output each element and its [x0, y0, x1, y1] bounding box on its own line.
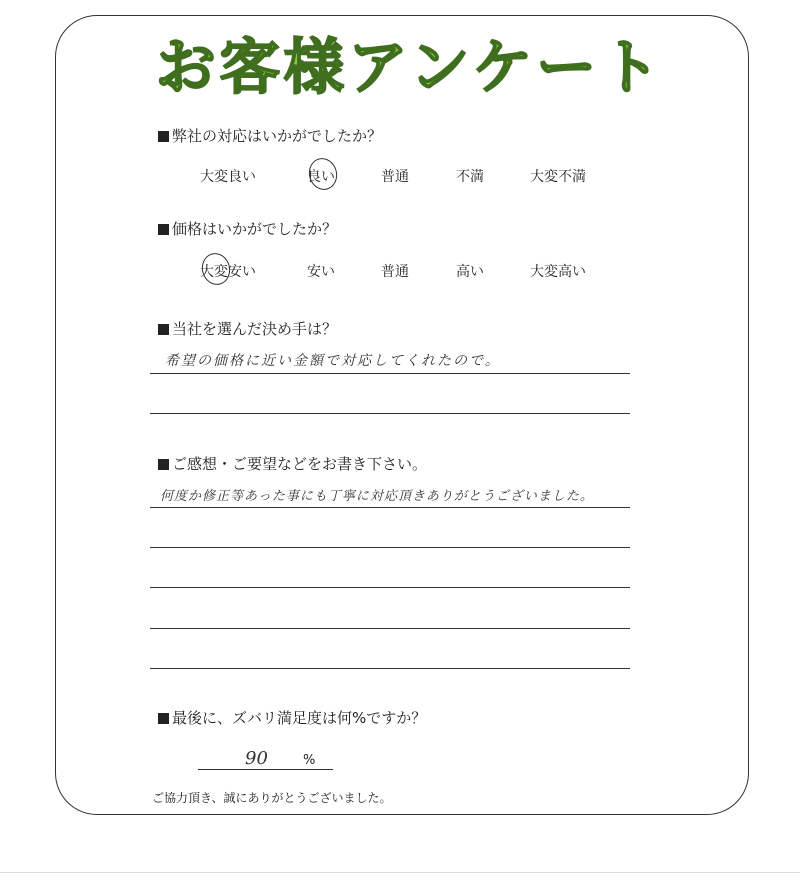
square-bullet-icon — [158, 459, 169, 470]
survey-title: お客様アンケート — [155, 33, 665, 103]
q2-option-1-selected[interactable]: 大変安い — [200, 261, 256, 281]
question-5-label: 最後に、ズバリ満足度は何%ですか？ — [172, 709, 427, 727]
q2-option-5[interactable]: 大変高い — [530, 264, 586, 280]
answer-line — [150, 628, 630, 629]
percent-unit: % — [303, 753, 316, 768]
q2-option-4[interactable]: 高い — [456, 264, 484, 280]
square-bullet-icon — [158, 131, 169, 142]
answer-line — [150, 507, 630, 508]
question-1 — [158, 125, 382, 146]
q1-option-1[interactable]: 大変良い — [200, 169, 256, 185]
square-bullet-icon — [158, 324, 169, 335]
square-bullet-icon — [158, 224, 169, 235]
question-4-label: ご感想・ご要望などをお書き下さい。 — [172, 455, 428, 473]
question-2-label: 価格はいかがでしたか？ — [172, 220, 338, 238]
question-3-label: 当社を選んだ決め手は？ — [172, 320, 338, 338]
answer-line — [150, 668, 630, 669]
satisfaction-line — [198, 769, 333, 770]
answer-line — [150, 547, 630, 548]
answer-line — [150, 373, 630, 374]
satisfaction-value[interactable]: 90 — [245, 748, 268, 769]
q1-option-2-selected[interactable]: 良い — [307, 166, 335, 186]
question-2 — [158, 218, 337, 239]
q1-option-5[interactable]: 大変不満 — [530, 169, 586, 185]
question-3 — [158, 318, 337, 339]
q2-option-3[interactable]: 普通 — [381, 264, 409, 280]
q1-option-3[interactable]: 普通 — [381, 169, 409, 185]
question-1-label: 弊社の対応はいかがでしたか？ — [172, 127, 383, 145]
square-bullet-icon — [158, 713, 169, 724]
thanks-message: ご協力頂き、誠にありがとうございました。 — [152, 791, 392, 805]
question-4-answer[interactable]: 何度か修正等あった事にも丁寧に対応頂きありがとうございました。 — [160, 489, 594, 504]
scan-edge-line — [0, 872, 800, 873]
q1-option-4[interactable]: 不満 — [456, 169, 484, 185]
question-5 — [158, 707, 426, 728]
question-3-answer[interactable]: 希望の価格に近い金額で対応してくれたので。 — [165, 353, 501, 369]
question-4 — [158, 453, 427, 474]
q2-option-2[interactable]: 安い — [307, 264, 335, 280]
answer-line — [150, 413, 630, 414]
answer-line — [150, 587, 630, 588]
